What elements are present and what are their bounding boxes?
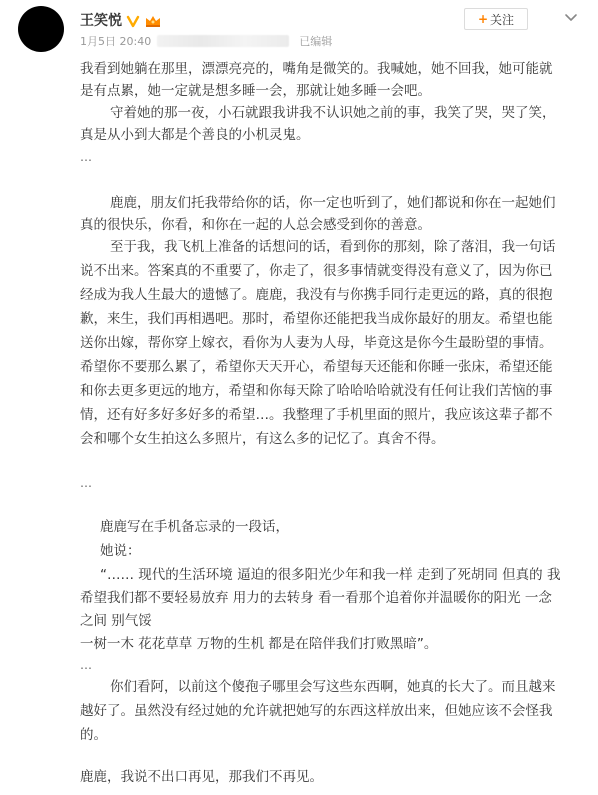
- post-line: 至于我，我飞机上准备的话想问的话，看到你的那刻，除了落泪，我一句话: [110, 239, 556, 255]
- post-line: 真的很快乐，你看，和你在一起的人总会感受到你的善意。: [80, 217, 431, 233]
- quote-line: 希望我们都不要轻易放弃 用力的去转身 看一看那个追着你并温暖你的阳光 一念: [80, 590, 552, 606]
- follow-label: 关注: [490, 12, 515, 27]
- ellipsis: …: [80, 150, 93, 164]
- post-date[interactable]: 1月5日 20:40: [80, 35, 152, 48]
- post-line: 送你出嫁，帮你穿上嫁衣，看你为人妻为人母，毕竟这是你今生最盼望的事情。: [80, 335, 553, 351]
- post-line: 越好了。虽然没有经过她的允许就把她写的东西这样放出来，但她应该不会怪我: [80, 703, 553, 719]
- post-line: 鹿鹿，我说不出口再见，那我们不再见。: [80, 769, 323, 785]
- ellipsis: …: [80, 476, 93, 490]
- post-line: 经成为我人生最大的遗憾了。鹿鹿，我没有与你携手同行走更远的路，真的很抱: [80, 287, 553, 303]
- post-line: 她说：: [100, 543, 141, 559]
- quote-line: “…… 现代的生活环境 逼迫的很多阳光少年和我一样 走到了死胡同 但真的 我: [100, 567, 561, 583]
- post-line: 我看到她躺在那里，漂漂亮亮的，嘴角是微笑的。我喊她，她不回我，她可能就: [80, 61, 553, 77]
- post-line: 是有点累，她一定就是想多睡一会，那就让她多睡一会吧。: [80, 83, 431, 99]
- plus-icon: +: [477, 12, 489, 26]
- quote-line: 之间 别气馁: [80, 613, 152, 629]
- post-line: 鹿鹿写在手机备忘录的一段话，: [100, 519, 289, 535]
- username[interactable]: 王笑悦: [80, 13, 122, 29]
- post-line: 真是从小到大都是个善良的小机灵鬼。: [80, 127, 310, 143]
- post-line: 你们看阿，以前这个傻孢子哪里会写这些东西啊，她真的长大了。而且越来: [110, 679, 556, 695]
- edited-label: 已编辑: [299, 35, 333, 48]
- post-line: 希望你不要那么累了，希望你天天开心，希望每天还能和你睡一张床，希望还能: [80, 359, 553, 375]
- post-line: 守着她的那一夜，小石就跟我讲我不认识她之前的事，我笑了哭，哭了笑，: [110, 105, 556, 121]
- post-line: 说不出来。答案真的不重要了，你走了，很多事情就变得没有意义了，因为你已: [80, 263, 553, 279]
- post-line: 的。: [80, 727, 107, 743]
- post-line: 鹿鹿，朋友们托我带给你的话，你一定也听到了，她们都说和你在一起她们: [110, 195, 556, 211]
- quote-line: 一树一木 花花草草 万物的生机 都是在陪伴我们打败黑暗”。: [80, 636, 438, 652]
- post-line: 歉，来生，我们再相遇吧。那时，希望你还能把我当成你最好的朋友。希望也能: [80, 311, 553, 327]
- ellipsis: …: [80, 658, 93, 672]
- post-line: 情，还有好多好多好多的希望…。我整理了手机里面的照片，我应该这辈子都不: [80, 407, 553, 423]
- post-line: 会和哪个女生拍这么多照片，有这么多的记忆了。真舍不得。: [80, 431, 445, 447]
- post-line: 和你去更多更远的地方，希望和你每天除了哈哈哈哈就没有任何让我们苦恼的事: [80, 383, 553, 399]
